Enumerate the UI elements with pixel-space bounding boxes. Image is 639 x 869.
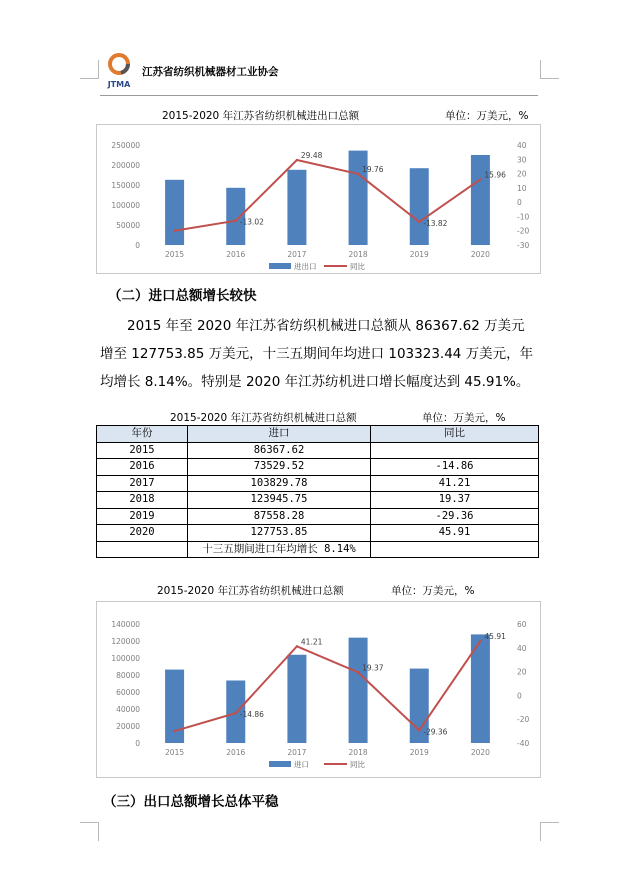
legend-bar-label: 进口 <box>294 760 309 769</box>
header-import: 进口 <box>188 426 371 443</box>
x-axis-tick: 2016 <box>226 748 246 757</box>
right-axis-tick: 20 <box>517 169 527 179</box>
jtma-logo-icon <box>104 52 134 90</box>
left-axis-tick: 100000 <box>111 654 140 663</box>
import-table <box>96 425 539 558</box>
cell-import: 127753.85 <box>188 525 371 542</box>
data-label: -29.36 <box>423 727 448 737</box>
right-axis-tick: 20 <box>517 667 527 677</box>
table-row <box>97 525 539 542</box>
cell-yoy: -14.86 <box>371 459 539 476</box>
cell-empty <box>371 541 539 558</box>
header-year: 年份 <box>97 426 188 443</box>
yoy-point <box>479 178 481 180</box>
cell-import: 73529.52 <box>188 459 371 476</box>
yoy-point <box>235 712 237 714</box>
cell-year: 2020 <box>97 525 188 542</box>
left-axis-tick: 100000 <box>111 201 140 210</box>
right-axis-tick: 60 <box>517 620 527 629</box>
data-label: -13.82 <box>423 218 448 228</box>
x-axis-tick: 2019 <box>409 250 429 259</box>
yoy-point <box>173 730 175 732</box>
x-axis-tick: 2020 <box>470 748 490 757</box>
legend-line-label: 同比 <box>350 262 365 271</box>
bar <box>165 180 184 245</box>
paragraph-line-3: 均增长 8.14%。特别是 2020 年江苏纺机进口增长幅度达到 45.91%。 <box>100 374 530 390</box>
right-axis-tick: 0 <box>517 198 522 208</box>
cell-yoy: 19.37 <box>371 492 539 509</box>
yoy-point <box>418 729 420 731</box>
left-axis-tick: 140000 <box>111 620 140 629</box>
right-axis-tick: 0 <box>517 691 522 701</box>
cell-year: 2019 <box>97 508 188 525</box>
cell-empty <box>97 541 188 558</box>
cell-yoy: 45.91 <box>371 525 539 542</box>
data-label: 19.76 <box>362 164 384 174</box>
paragraph-line-2: 增至 127753.85 万美元，十三五期间年均进口 103323.44 万美元，年 <box>100 346 534 362</box>
logo-text: JTMA <box>107 80 131 89</box>
paragraph <box>100 312 546 396</box>
left-axis-tick: 250000 <box>111 141 140 150</box>
table-row <box>97 475 539 492</box>
table-row <box>97 492 539 509</box>
crop-mark-top-left <box>80 60 99 79</box>
crop-mark-bottom-left <box>80 822 99 841</box>
table-unit: 单位：万美元，% <box>422 412 506 424</box>
legend-bar-label: 进出口 <box>294 262 317 271</box>
cell-year: 2017 <box>97 475 188 492</box>
table-title: 2015-2020 年江苏省纺织机械进口总额 <box>170 412 357 424</box>
left-axis-tick: 80000 <box>116 671 140 680</box>
left-axis-tick: 40000 <box>116 705 140 714</box>
right-axis-tick: -40 <box>517 739 530 748</box>
x-axis-tick: 2017 <box>287 748 307 757</box>
x-axis-tick: 2017 <box>287 250 307 259</box>
yoy-point <box>173 230 175 232</box>
data-label: 45.91 <box>484 631 506 641</box>
right-axis-tick: -10 <box>517 212 530 222</box>
chart1-unit: 单位：万美元，% <box>445 110 529 122</box>
x-axis-tick: 2018 <box>348 748 368 757</box>
chart1-container <box>96 124 541 274</box>
cell-import: 86367.62 <box>188 442 371 459</box>
right-axis-tick: -20 <box>517 226 530 236</box>
legend-line-label: 同比 <box>350 760 365 769</box>
table-row <box>97 508 539 525</box>
x-axis-tick: 2020 <box>470 250 490 259</box>
cell-yoy <box>371 442 539 459</box>
cell-year: 2016 <box>97 459 188 476</box>
right-axis-tick: -20 <box>517 715 530 725</box>
legend-bar-swatch <box>269 761 291 767</box>
chart2-container <box>96 601 541 778</box>
chart2-title: 2015-2020 年江苏省纺织机械进口总额 <box>157 585 344 597</box>
crop-mark-bottom-right <box>540 822 559 841</box>
header-yoy: 同比 <box>371 426 539 443</box>
bar <box>471 155 490 245</box>
data-label: -14.86 <box>239 710 264 720</box>
right-axis-tick: 30 <box>517 155 527 165</box>
x-axis-tick: 2015 <box>165 250 185 259</box>
x-axis-tick: 2019 <box>409 748 429 757</box>
left-axis-tick: 150000 <box>111 181 140 190</box>
chart1-title: 2015-2020 年江苏省纺织机械进出口总额 <box>162 110 360 122</box>
right-axis-tick: 10 <box>517 183 527 193</box>
yoy-point <box>479 640 481 642</box>
table-row <box>97 459 539 476</box>
yoy-line <box>175 641 481 731</box>
right-axis-tick: 40 <box>517 141 527 150</box>
cell-import: 87558.28 <box>188 508 371 525</box>
left-axis-tick: 50000 <box>116 221 140 230</box>
data-label: 19.37 <box>362 663 384 673</box>
yoy-point <box>418 221 420 223</box>
data-label: -13.02 <box>239 217 264 227</box>
left-axis-tick: 20000 <box>116 722 140 731</box>
chart1-svg <box>97 125 540 273</box>
left-axis-tick: 200000 <box>111 161 140 170</box>
data-label: 29.48 <box>300 151 323 161</box>
bar <box>349 638 368 743</box>
left-axis-tick: 0 <box>135 739 140 748</box>
yoy-point <box>357 173 359 175</box>
legend-bar-swatch <box>269 263 291 269</box>
table-row <box>97 442 539 459</box>
crop-mark-top-right <box>540 60 559 79</box>
data-label: 41.21 <box>300 637 323 647</box>
yoy-point <box>235 220 237 222</box>
yoy-point <box>296 645 298 647</box>
section2-heading: （二）进口总额增长较快 <box>108 288 257 304</box>
cell-yoy: -29.36 <box>371 508 539 525</box>
bar <box>287 170 306 245</box>
table-footer-row <box>97 541 539 558</box>
cell-import: 103829.78 <box>188 475 371 492</box>
paragraph-line-1: 2015 年至 2020 年江苏省纺织机械进口总额从 86367.62 万美元 <box>127 318 525 334</box>
cell-year: 2018 <box>97 492 188 509</box>
section3-heading: （三）出口总额增长总体平稳 <box>103 794 279 810</box>
right-axis-tick: 40 <box>517 643 527 653</box>
left-axis-tick: 0 <box>135 241 140 250</box>
left-axis-tick: 60000 <box>116 688 140 697</box>
table-header-row <box>97 426 539 443</box>
bar <box>287 655 306 743</box>
bar <box>226 188 245 245</box>
cell-year: 2015 <box>97 442 188 459</box>
cell-yoy: 41.21 <box>371 475 539 492</box>
data-label: 15.96 <box>484 170 506 180</box>
cell-import: 123945.75 <box>188 492 371 509</box>
yoy-point <box>296 159 298 161</box>
right-axis-tick: -30 <box>517 241 530 250</box>
left-axis-tick: 120000 <box>111 637 140 646</box>
bar <box>410 168 429 245</box>
x-axis-tick: 2018 <box>348 250 368 259</box>
header-rule <box>100 95 538 96</box>
yoy-point <box>357 671 359 673</box>
cell-footer-note: 十三五期间进口年均增长 8.14% <box>188 541 371 558</box>
org-name: 江苏省纺织机械器材工业协会 <box>142 66 279 78</box>
chart2-unit: 单位：万美元，% <box>391 585 475 597</box>
chart2-svg <box>97 602 540 777</box>
x-axis-tick: 2015 <box>165 748 185 757</box>
x-axis-tick: 2016 <box>226 250 246 259</box>
